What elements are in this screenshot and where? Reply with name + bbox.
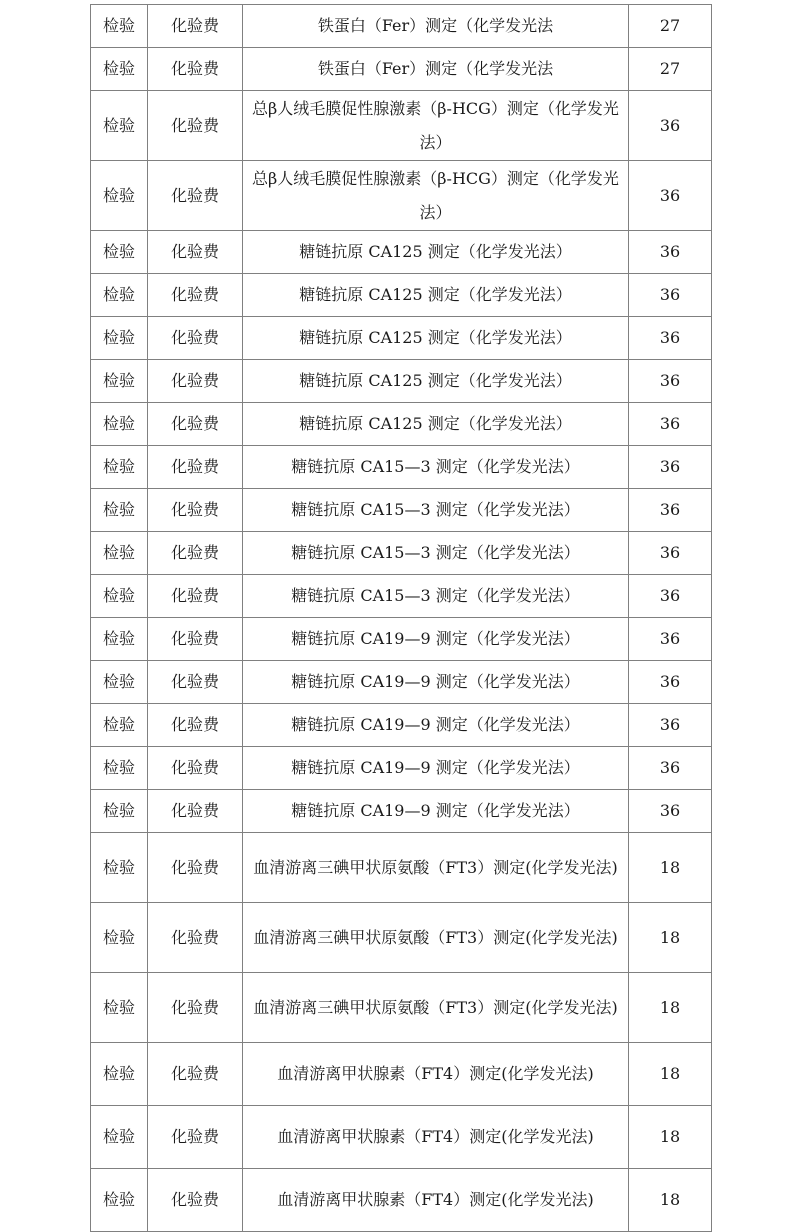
fee-type-cell: 化验费 [148, 1169, 243, 1232]
table-row [91, 231, 712, 274]
price-cell: 36 [629, 704, 712, 747]
price-cell: 36 [629, 161, 712, 231]
fee-type-cell: 化验费 [148, 446, 243, 489]
category-cell: 检验 [91, 5, 148, 48]
category-cell: 检验 [91, 704, 148, 747]
price-cell: 36 [629, 532, 712, 575]
category-cell: 检验 [91, 790, 148, 833]
fee-type-cell: 化验费 [148, 1106, 243, 1169]
price-cell: 18 [629, 1043, 712, 1106]
price-cell: 27 [629, 48, 712, 91]
item-cell: 糖链抗原 CA19—9 测定（化学发光法） [243, 790, 629, 833]
fee-type-cell: 化验费 [148, 5, 243, 48]
category-cell: 检验 [91, 903, 148, 973]
price-cell: 36 [629, 618, 712, 661]
category-cell: 检验 [91, 403, 148, 446]
item-cell: 糖链抗原 CA125 测定（化学发光法） [243, 274, 629, 317]
fee-type-cell: 化验费 [148, 575, 243, 618]
item-cell: 血清游离甲状腺素（FT4）测定(化学发光法) [243, 1043, 629, 1106]
item-cell: 糖链抗原 CA19—9 测定（化学发光法） [243, 747, 629, 790]
price-cell: 18 [629, 1169, 712, 1232]
fee-type-cell: 化验费 [148, 1043, 243, 1106]
table-row [91, 91, 712, 161]
item-cell: 糖链抗原 CA125 测定（化学发光法） [243, 231, 629, 274]
category-cell: 检验 [91, 1169, 148, 1232]
price-cell: 36 [629, 231, 712, 274]
fee-type-cell: 化验费 [148, 317, 243, 360]
item-cell: 糖链抗原 CA19—9 测定（化学发光法） [243, 618, 629, 661]
category-cell: 检验 [91, 1106, 148, 1169]
item-cell: 血清游离三碘甲状原氨酸（FT3）测定(化学发光法) [243, 903, 629, 973]
category-cell: 检验 [91, 661, 148, 704]
table-row [91, 1106, 712, 1169]
item-cell: 糖链抗原 CA125 测定（化学发光法） [243, 360, 629, 403]
item-cell: 血清游离三碘甲状原氨酸（FT3）测定(化学发光法) [243, 833, 629, 903]
price-cell: 36 [629, 317, 712, 360]
fee-type-cell: 化验费 [148, 833, 243, 903]
category-cell: 检验 [91, 1043, 148, 1106]
item-cell: 糖链抗原 CA15—3 测定（化学发光法） [243, 532, 629, 575]
price-cell: 36 [629, 403, 712, 446]
item-cell: 糖链抗原 CA15—3 测定（化学发光法） [243, 446, 629, 489]
category-cell: 检验 [91, 161, 148, 231]
table-row [91, 790, 712, 833]
table-row [91, 446, 712, 489]
fee-type-cell: 化验费 [148, 532, 243, 575]
table-row [91, 903, 712, 973]
category-cell: 检验 [91, 231, 148, 274]
fee-type-cell: 化验费 [148, 91, 243, 161]
table-row [91, 747, 712, 790]
table-row [91, 274, 712, 317]
item-cell: 总β人绒毛膜促性腺激素（β-HCG）测定（化学发光法） [243, 91, 629, 161]
category-cell: 检验 [91, 48, 148, 91]
category-cell: 检验 [91, 446, 148, 489]
category-cell: 检验 [91, 317, 148, 360]
fee-type-cell: 化验费 [148, 274, 243, 317]
table-row [91, 704, 712, 747]
price-cell: 36 [629, 747, 712, 790]
fee-type-cell: 化验费 [148, 661, 243, 704]
fee-type-cell: 化验费 [148, 489, 243, 532]
table-row [91, 532, 712, 575]
item-cell: 血清游离甲状腺素（FT4）测定(化学发光法) [243, 1169, 629, 1232]
price-cell: 36 [629, 446, 712, 489]
fee-type-cell: 化验费 [148, 360, 243, 403]
fee-type-cell: 化验费 [148, 790, 243, 833]
item-cell: 糖链抗原 CA125 测定（化学发光法） [243, 317, 629, 360]
price-cell: 18 [629, 903, 712, 973]
category-cell: 检验 [91, 747, 148, 790]
table-row [91, 1043, 712, 1106]
fee-type-cell: 化验费 [148, 231, 243, 274]
item-cell: 总β人绒毛膜促性腺激素（β-HCG）测定（化学发光法） [243, 161, 629, 231]
fee-type-cell: 化验费 [148, 403, 243, 446]
price-cell: 36 [629, 575, 712, 618]
item-cell: 铁蛋白（Fer）测定（化学发光法 [243, 48, 629, 91]
price-cell: 36 [629, 274, 712, 317]
table-row [91, 973, 712, 1043]
item-cell: 糖链抗原 CA19—9 测定（化学发光法） [243, 704, 629, 747]
table-row [91, 403, 712, 446]
table-row [91, 489, 712, 532]
table-row [91, 1169, 712, 1232]
price-cell: 36 [629, 489, 712, 532]
fee-type-cell: 化验费 [148, 618, 243, 661]
category-cell: 检验 [91, 489, 148, 532]
fee-type-cell: 化验费 [148, 161, 243, 231]
table-row [91, 833, 712, 903]
fee-type-cell: 化验费 [148, 903, 243, 973]
item-cell: 血清游离甲状腺素（FT4）测定(化学发光法) [243, 1106, 629, 1169]
table-row [91, 317, 712, 360]
price-cell: 18 [629, 1106, 712, 1169]
table-row [91, 618, 712, 661]
item-cell: 糖链抗原 CA19—9 测定（化学发光法） [243, 661, 629, 704]
table-row [91, 360, 712, 403]
price-cell: 36 [629, 790, 712, 833]
price-cell: 18 [629, 973, 712, 1043]
fee-type-cell: 化验费 [148, 747, 243, 790]
fee-type-cell: 化验费 [148, 973, 243, 1043]
category-cell: 检验 [91, 973, 148, 1043]
item-cell: 血清游离三碘甲状原氨酸（FT3）测定(化学发光法) [243, 973, 629, 1043]
category-cell: 检验 [91, 532, 148, 575]
price-cell: 36 [629, 661, 712, 704]
fee-table [90, 4, 712, 1232]
table-row [91, 161, 712, 231]
price-cell: 27 [629, 5, 712, 48]
table-row [91, 5, 712, 48]
price-cell: 36 [629, 91, 712, 161]
item-cell: 糖链抗原 CA125 测定（化学发光法） [243, 403, 629, 446]
category-cell: 检验 [91, 575, 148, 618]
category-cell: 检验 [91, 360, 148, 403]
table-row [91, 661, 712, 704]
category-cell: 检验 [91, 274, 148, 317]
item-cell: 铁蛋白（Fer）测定（化学发光法 [243, 5, 629, 48]
price-cell: 18 [629, 833, 712, 903]
table-body [91, 5, 712, 1232]
category-cell: 检验 [91, 91, 148, 161]
item-cell: 糖链抗原 CA15—3 测定（化学发光法） [243, 575, 629, 618]
item-cell: 糖链抗原 CA15—3 测定（化学发光法） [243, 489, 629, 532]
category-cell: 检验 [91, 618, 148, 661]
fee-type-cell: 化验费 [148, 48, 243, 91]
category-cell: 检验 [91, 833, 148, 903]
table-row [91, 48, 712, 91]
fee-type-cell: 化验费 [148, 704, 243, 747]
table-row [91, 575, 712, 618]
price-cell: 36 [629, 360, 712, 403]
